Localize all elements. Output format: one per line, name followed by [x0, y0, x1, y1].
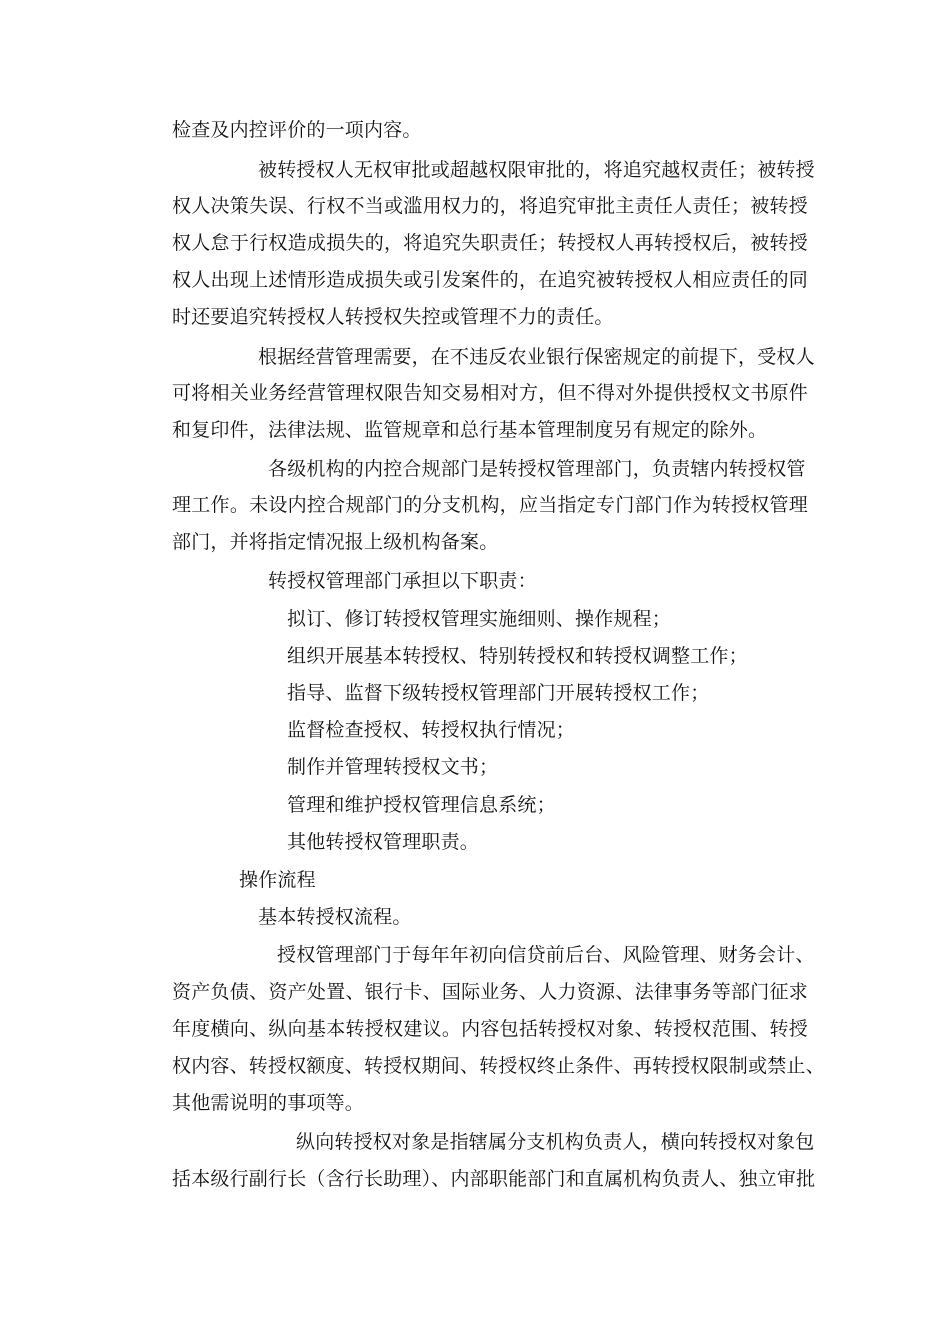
text-line: 检查及内控评价的一项内容。 — [172, 119, 422, 141]
text-line: 权内容、转授权额度、转授权期间、转授权终止条件、再转授权限制或禁止、 — [172, 1055, 825, 1077]
list-item: 监督检查授权、转授权执行情况； — [287, 719, 576, 741]
text-line: 权人决策失误、行权不当或滥用权力的，将追究审批主责任人责任；被转授 — [172, 195, 808, 217]
list-item: 其他转授权管理职责。 — [287, 831, 480, 853]
subsection-heading: 基本转授权流程。 — [258, 906, 412, 928]
list-item: 指导、监督下级转授权管理部门开展转授权工作； — [287, 682, 710, 704]
section-lead: 转授权管理部门承担以下职责： — [268, 570, 537, 592]
paragraph-first-line: 被转授权人无权审批或超越权限审批的，将追究越权责任；被转授 — [258, 159, 815, 181]
text-line: 部门，并将指定情况报上级机构备案。 — [172, 531, 499, 553]
list-item: 管理和维护授权管理信息系统； — [287, 794, 556, 816]
paragraph-first-line: 根据经营管理需要，在不违反农业银行保密规定的前提下，受权人 — [258, 346, 815, 368]
section-heading: 操作流程 — [239, 869, 316, 891]
text-line: 可将相关业务经营管理权限告知交易相对方，但不得对外提供授权文书原件 — [172, 382, 808, 404]
text-line: 权人怠于行权造成损失的，将追究失职责任；转授权人再转授权后，被转授 — [172, 232, 808, 254]
text-line: 时还要追究转授权人转授权失控或管理不力的责任。 — [172, 306, 614, 328]
list-item: 组织开展基本转授权、特别转授权和转授权调整工作； — [287, 645, 748, 667]
text-line: 资产负债、资产处置、银行卡、国际业务、人力资源、法律事务等部门征求 — [172, 981, 808, 1003]
paragraph-first-line: 各级机构的内控合规部门是转授权管理部门，负责辖内转授权管 — [268, 458, 806, 480]
text-line: 括本级行副行长（含行长助理）、内部职能部门和直属机构负责人、独立审批 — [172, 1168, 816, 1190]
paragraph-first-line: 纵向转授权对象是指辖属分支机构负责人，横向转授权对象包 — [296, 1131, 815, 1153]
text-line: 理工作。未设内控合规部门的分支机构，应当指定专门部门作为转授权管理 — [172, 494, 808, 516]
text-line: 和复印件，法律法规、监管规章和总行基本管理制度另有规定的除外。 — [172, 419, 768, 441]
text-line: 权人出现上述情形造成损失或引发案件的，在追究被转授权人相应责任的同 — [172, 269, 808, 291]
list-item: 制作并管理转授权文书； — [287, 756, 499, 778]
list-item: 拟订、修订转授权管理实施细则、操作规程； — [287, 608, 672, 630]
paragraph-first-line: 授权管理部门于每年年初向信贷前后台、风险管理、财务会计、 — [277, 944, 815, 966]
text-line: 年度横向、纵向基本转授权建议。内容包括转授权对象、转授权范围、转授 — [172, 1018, 808, 1040]
text-line: 其他需说明的事项等。 — [172, 1092, 365, 1114]
